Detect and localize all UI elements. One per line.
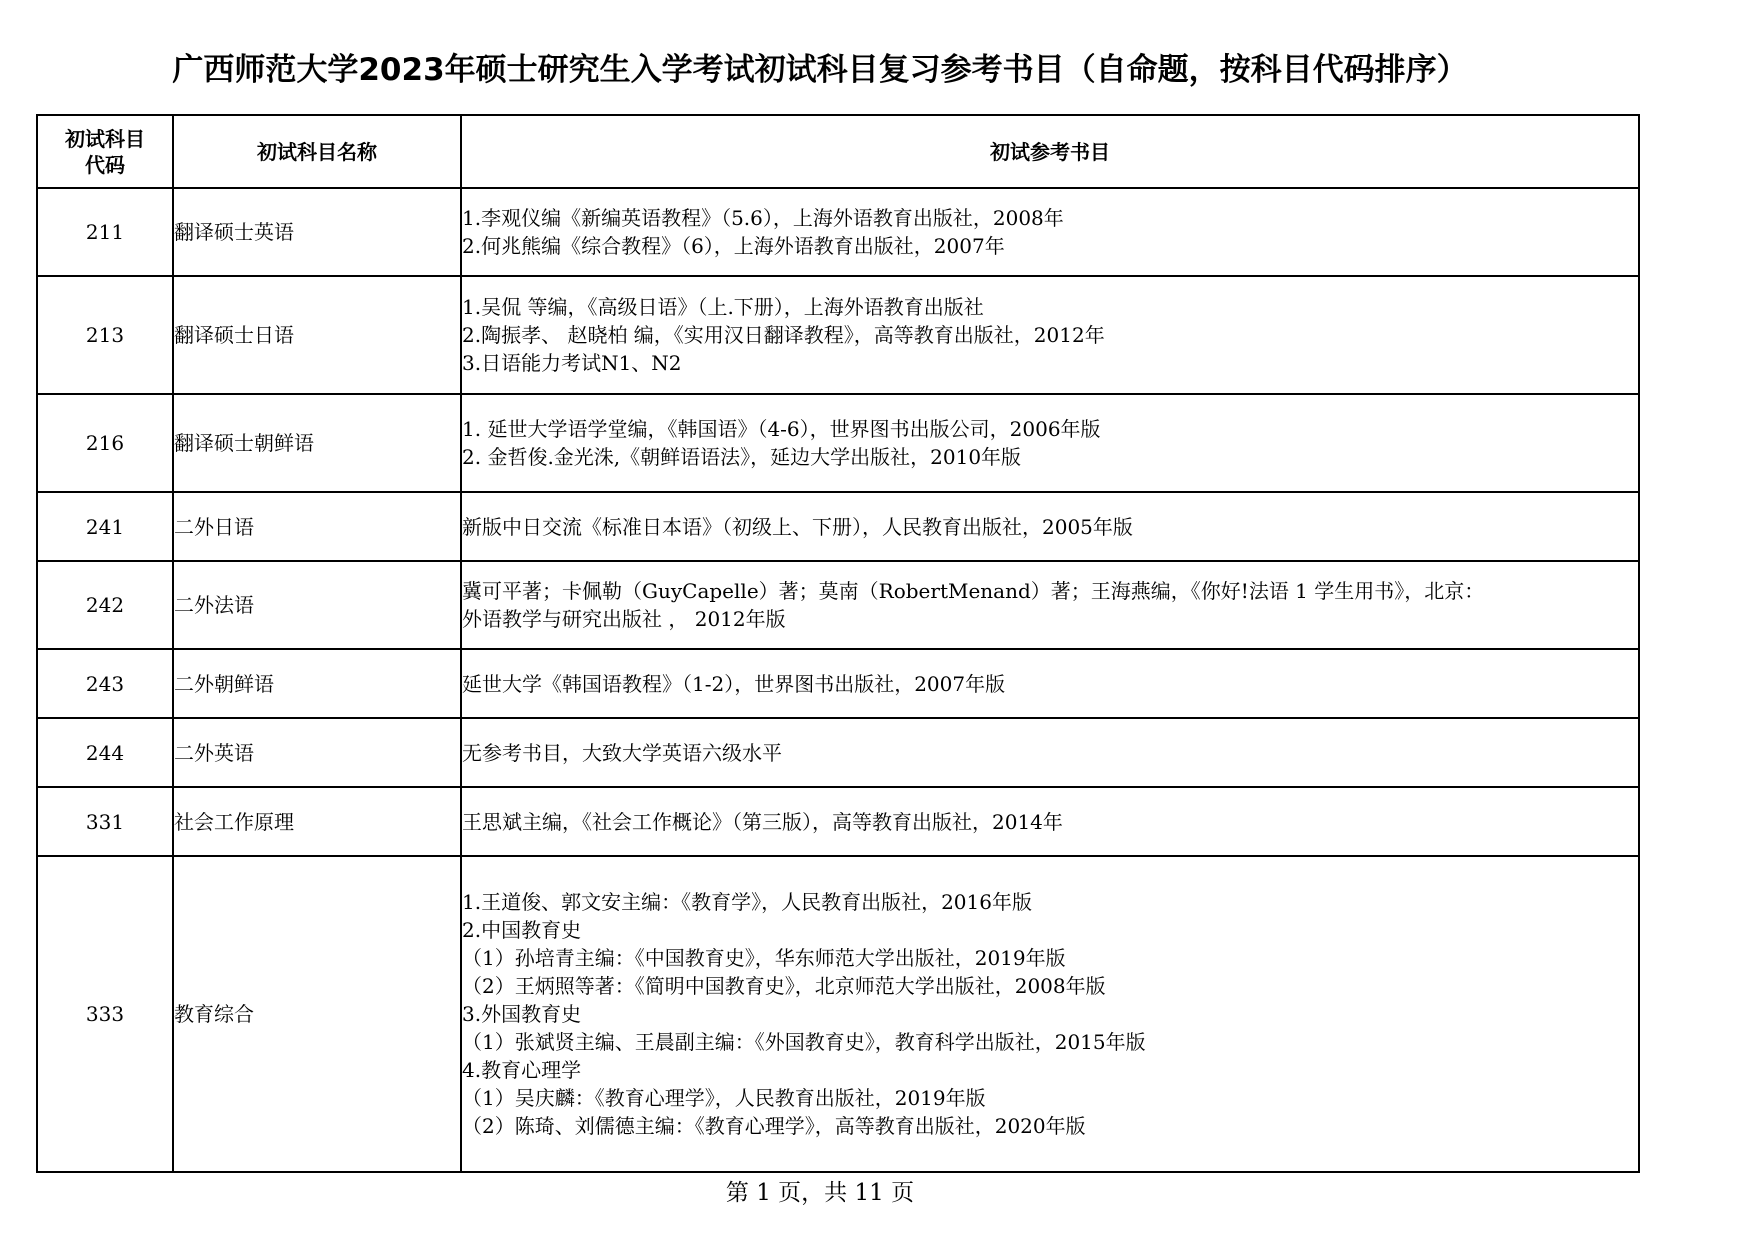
reference-books — [461, 276, 1639, 394]
reference-books — [461, 718, 1639, 787]
reference-books — [461, 561, 1639, 649]
book-line: 2.何兆熊编《综合教程》（6），上海外语教育出版社，2007年 — [462, 234, 1005, 258]
book-line: 王思斌主编，《社会工作概论》（第三版），高等教育出版社，2014年 — [462, 809, 1063, 834]
subject-name: 二外朝鲜语 — [173, 649, 461, 718]
book-line: 1.王道俊、郭文安主编：《教育学》，人民教育出版社，2016年版 — [462, 890, 1032, 914]
subject-name: 教育综合 — [173, 856, 461, 1172]
reference-books — [461, 492, 1639, 561]
book-line: 延世大学《韩国语教程》（1-2），世界图书出版社，2007年版 — [462, 671, 1006, 696]
header-books: 初试参考书目 — [461, 115, 1639, 188]
table-row — [37, 561, 1639, 649]
reference-books — [461, 188, 1639, 276]
subject-code: 243 — [37, 649, 173, 718]
book-line: 2.陶振孝、 赵晓柏 编，《实用汉日翻译教程》，高等教育出版社，2012年 — [462, 323, 1105, 347]
subject-code: 242 — [37, 561, 173, 649]
subject-code: 213 — [37, 276, 173, 394]
book-line: 3.日语能力考试N1、N2 — [462, 351, 682, 375]
table-row — [37, 394, 1639, 492]
subject-name: 翻译硕士英语 — [173, 188, 461, 276]
table-row — [37, 649, 1639, 718]
book-line: 新版中日交流《标准日本语》（初级上、下册），人民教育出版社，2005年版 — [462, 514, 1133, 539]
page-number: 第 1 页，共 11 页 — [725, 1180, 915, 1206]
table-row — [37, 188, 1639, 276]
book-line: 外语教学与研究出版社 ， 2012年版 — [462, 607, 786, 631]
table-header-row — [37, 115, 1639, 188]
subject-code: 241 — [37, 492, 173, 561]
subject-name: 翻译硕士朝鲜语 — [173, 394, 461, 492]
book-line: （1）孙培青主编：《中国教育史》，华东师范大学出版社，2019年版 — [462, 946, 1066, 970]
book-line: 冀可平著；卡佩勒（GuyCapelle）著；莫南（RobertMenand）著；王海燕编，《你好!法语 1 学生用书》，北京： — [462, 579, 1485, 603]
page-title: 广西师范大学2023年硕士研究生入学考试初试科目复习参考书目（自命题，按科目代码排序） — [172, 52, 1468, 88]
subject-name: 二外英语 — [173, 718, 461, 787]
subject-code: 331 — [37, 787, 173, 856]
book-line: 4.教育心理学 — [462, 1058, 582, 1082]
book-line: （2）王炳照等著：《简明中国教育史》，北京师范大学出版社，2008年版 — [462, 974, 1106, 998]
book-line: （1）吴庆麟：《教育心理学》，人民教育出版社，2019年版 — [462, 1086, 986, 1110]
reference-books — [461, 394, 1639, 492]
book-line: 无参考书目，大致大学英语六级水平 — [462, 740, 782, 765]
reference-books — [461, 787, 1639, 856]
book-line: 2. 金哲俊.金光洙,《朝鲜语语法》，延边大学出版社，2010年版 — [462, 445, 1022, 469]
book-line: 1.吴侃 等编，《高级日语》（上.下册），上海外语教育出版社 — [462, 295, 984, 319]
table-row — [37, 718, 1639, 787]
subject-code: 244 — [37, 718, 173, 787]
table-row — [37, 856, 1639, 1172]
book-line: 1. 延世大学语学堂编，《韩国语》（4-6），世界图书出版公司，2006年版 — [462, 417, 1101, 441]
table-row — [37, 787, 1639, 856]
book-line: 3.外国教育史 — [462, 1002, 582, 1026]
reference-books — [461, 649, 1639, 718]
subject-name: 二外日语 — [173, 492, 461, 561]
book-line: 1.李观仪编《新编英语教程》（5.6），上海外语教育出版社，2008年 — [462, 206, 1064, 230]
reference-books — [461, 856, 1639, 1172]
subject-name: 翻译硕士日语 — [173, 276, 461, 394]
subject-code: 333 — [37, 856, 173, 1172]
table-row — [37, 276, 1639, 394]
header-code — [37, 115, 173, 188]
subject-name: 二外法语 — [173, 561, 461, 649]
header-code-label: 初试科目代码 — [65, 126, 145, 177]
header-name: 初试科目名称 — [173, 115, 461, 188]
subject-code: 211 — [37, 188, 173, 276]
book-line: （1）张斌贤主编、王晨副主编：《外国教育史》，教育科学出版社，2015年版 — [462, 1030, 1146, 1054]
subject-code: 216 — [37, 394, 173, 492]
book-line: （2）陈琦、刘儒德主编：《教育心理学》，高等教育出版社，2020年版 — [462, 1114, 1086, 1138]
reference-books-table — [36, 114, 1640, 1173]
table-row — [37, 492, 1639, 561]
subject-name: 社会工作原理 — [173, 787, 461, 856]
book-line: 2.中国教育史 — [462, 918, 582, 942]
